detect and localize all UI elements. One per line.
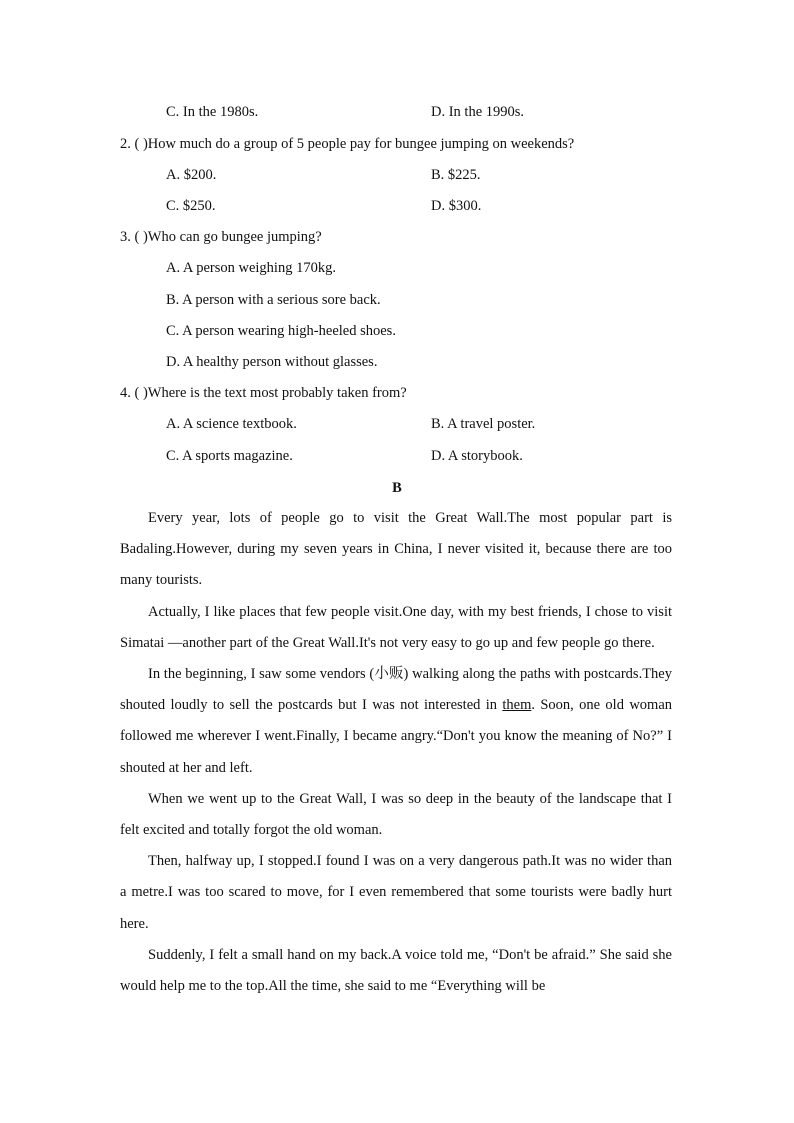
q3-option-b: B. A person with a serious sore back. <box>166 292 381 308</box>
passage-b <box>120 503 672 1002</box>
q4-option-d: D. A storybook. <box>431 448 523 464</box>
paragraph-1: Every year, lots of people go to visit the Great Wall.The most popular part is Badaling.However, during my seven years in China, I never visited it, because there are too many tourists. <box>120 510 672 589</box>
paragraph-3-text-a: In the beginning, I saw some vendors (小贩) walking along the paths with postcards.They shouted loudly to sell the postcards but I was not interested in <box>120 666 672 714</box>
paragraph-3-text-b: . Soon, one old woman followed me wherever I went.Finally, I became angry.“Don't you know the meaning of No?” I shouted at her and left. <box>120 697 672 776</box>
q2-stem: 2. ( )How much do a group of 5 people pay for bungee jumping on weekends? <box>120 136 575 152</box>
paragraph-3 <box>120 659 672 784</box>
q2-option-a: A. $200. <box>166 167 217 183</box>
q1-option-d: D. In the 1990s. <box>431 104 525 120</box>
q2-option-d: D. $300. <box>431 198 482 214</box>
q4-stem: 4. ( )Where is the text most probably taken from? <box>120 385 407 401</box>
q3-option-a: A. A person weighing 170kg. <box>166 260 336 276</box>
paragraph-4: When we went up to the Great Wall, I was so deep in the beauty of the landscape that I felt excited and totally forgot the old woman. <box>120 790 672 839</box>
paragraph-5: Then, halfway up, I stopped.I found I was on a very dangerous path.It was no wider than a metre.I was too scared to move, for I even remembered that some tourists were badly hurt here. <box>120 853 672 932</box>
paragraph-6: Suddenly, I felt a small hand on my back.A voice told me, “Don't be afraid.” She said she would help me to the top.All the time, she said to me “Everything will be <box>120 946 672 995</box>
underlined-word-them: them <box>502 697 532 714</box>
q4-option-b: B. A travel poster. <box>431 416 536 432</box>
q1-option-c: C. In the 1980s. <box>166 104 259 120</box>
section-b-heading: B <box>392 480 402 496</box>
q3-option-c: C. A person wearing high-heeled shoes. <box>166 323 396 339</box>
q4-option-c: C. A sports magazine. <box>166 448 293 464</box>
q2-option-c: C. $250. <box>166 198 216 214</box>
q2-option-b: B. $225. <box>431 167 481 183</box>
q3-stem: 3. ( )Who can go bungee jumping? <box>120 229 322 245</box>
q3-option-d: D. A healthy person without glasses. <box>166 354 378 370</box>
paragraph-2: Actually, I like places that few people visit.One day, with my best friends, I chose to visit Simatai —another part of the Great Wall.It's not very easy to go up and few people go there. <box>120 603 672 651</box>
q4-option-a: A. A science textbook. <box>166 416 297 432</box>
